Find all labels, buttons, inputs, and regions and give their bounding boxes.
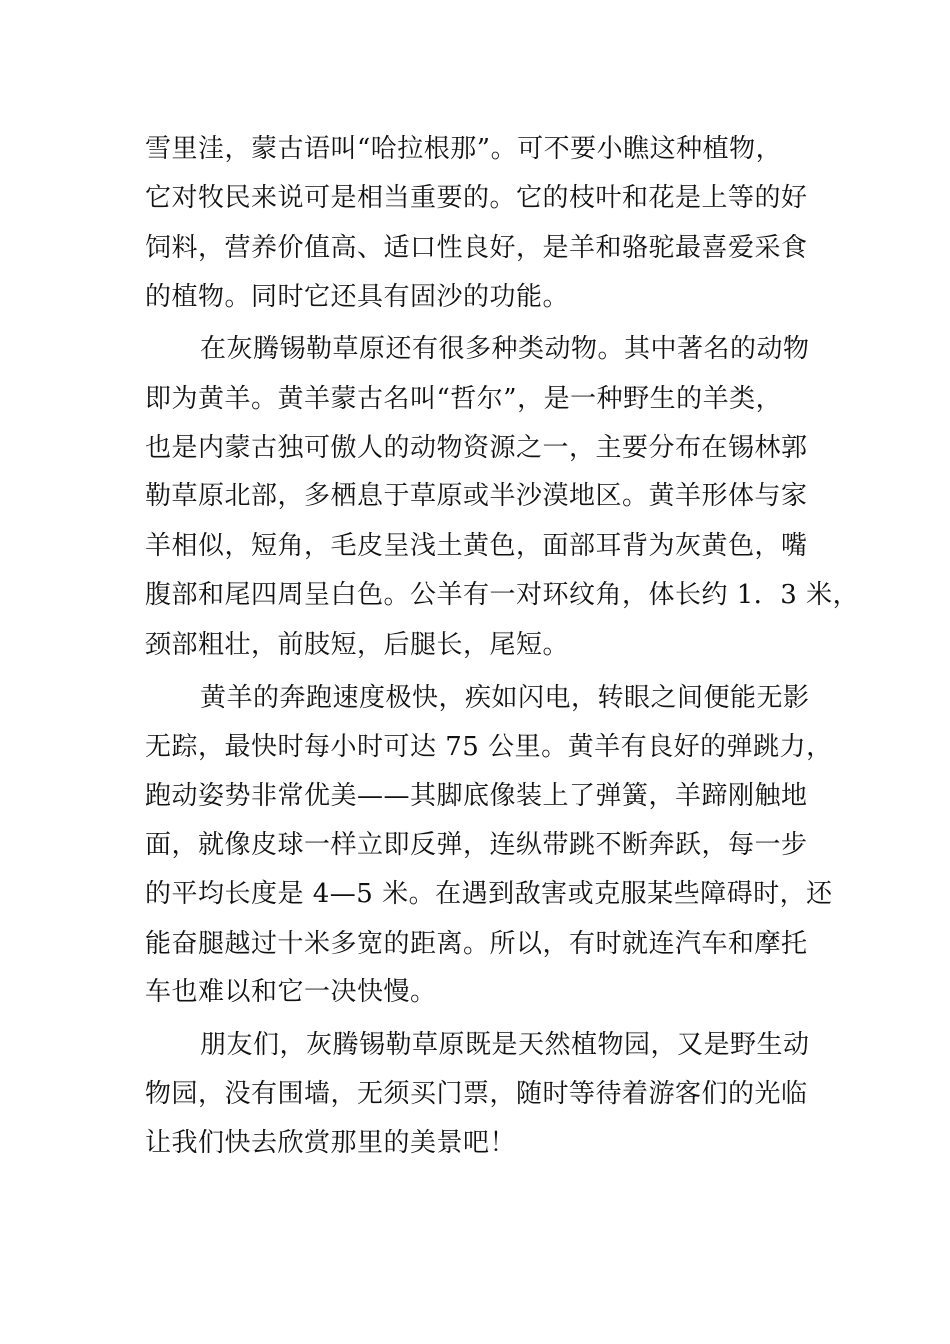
paragraph-4-line-3: 让我们快去欣赏那里的美景吧！ xyxy=(145,1128,517,1158)
paragraph-2-line-1: 在灰腾锡勒草原还有很多种类动物。其中著名的动物 xyxy=(200,334,810,364)
paragraph-2-line-3: 也是内蒙古独可傲人的动物资源之一，主要分布在锡林郭 xyxy=(145,433,808,463)
paragraph-1-line-1: 雪里洼，蒙古语叫“哈拉根那”。可不要小瞧这种植物， xyxy=(145,134,783,164)
paragraph-4-line-2: 物园，没有围墙，无须买门票，随时等待着游客们的光临 xyxy=(145,1079,808,1109)
paragraph-1-line-3: 饲料，营养价值高、适口性良好，是羊和骆驼最喜爱采食 xyxy=(145,233,808,263)
paragraph-3-line-4: 面，就像皮球一样立即反弹，连纵带跳不断奔跃，每一步 xyxy=(145,830,808,860)
paragraph-3-line-1: 黄羊的奔跑速度极快，疾如闪电，转眼之间便能无影 xyxy=(200,683,810,713)
paragraph-3-line-5: 的平均长度是 4—5 米。在遇到敌害或克服某些障碍时，还 xyxy=(145,879,833,909)
paragraph-2-line-2: 即为黄羊。黄羊蒙古名叫“哲尔”，是一种野生的羊类， xyxy=(145,384,783,414)
paragraph-4-line-1: 朋友们，灰腾锡勒草原既是天然植物园，又是野生动 xyxy=(200,1030,810,1060)
paragraph-3-line-2: 无踪，最快时每小时可达 75 公里。黄羊有良好的弹跳力， xyxy=(145,732,833,762)
paragraph-3-line-7: 车也难以和它一决快慢。 xyxy=(145,977,437,1007)
paragraph-2-line-6: 腹部和尾四周呈白色。公羊有一对环纹角，体长约 1．3 米， xyxy=(145,580,860,610)
paragraph-1-line-4: 的植物。同时它还具有固沙的功能。 xyxy=(145,282,570,312)
paragraph-3-line-6: 能奋腿越过十米多宽的距离。所以，有时就连汽车和摩托 xyxy=(145,929,808,959)
paragraph-2-line-7: 颈部粗壮，前肢短，后腿长，尾短。 xyxy=(145,630,570,660)
paragraph-2-line-4: 勒草原北部，多栖息于草原或半沙漠地区。黄羊形体与家 xyxy=(145,481,808,511)
paragraph-3-line-3: 跑动姿势非常优美——其脚底像装上了弹簧，羊蹄刚触地 xyxy=(145,781,808,811)
paragraph-2-line-5: 羊相似，短角，毛皮呈浅土黄色，面部耳背为灰黄色，嘴 xyxy=(145,531,808,561)
paragraph-1-line-2: 它对牧民来说可是相当重要的。它的枝叶和花是上等的好 xyxy=(145,183,808,213)
